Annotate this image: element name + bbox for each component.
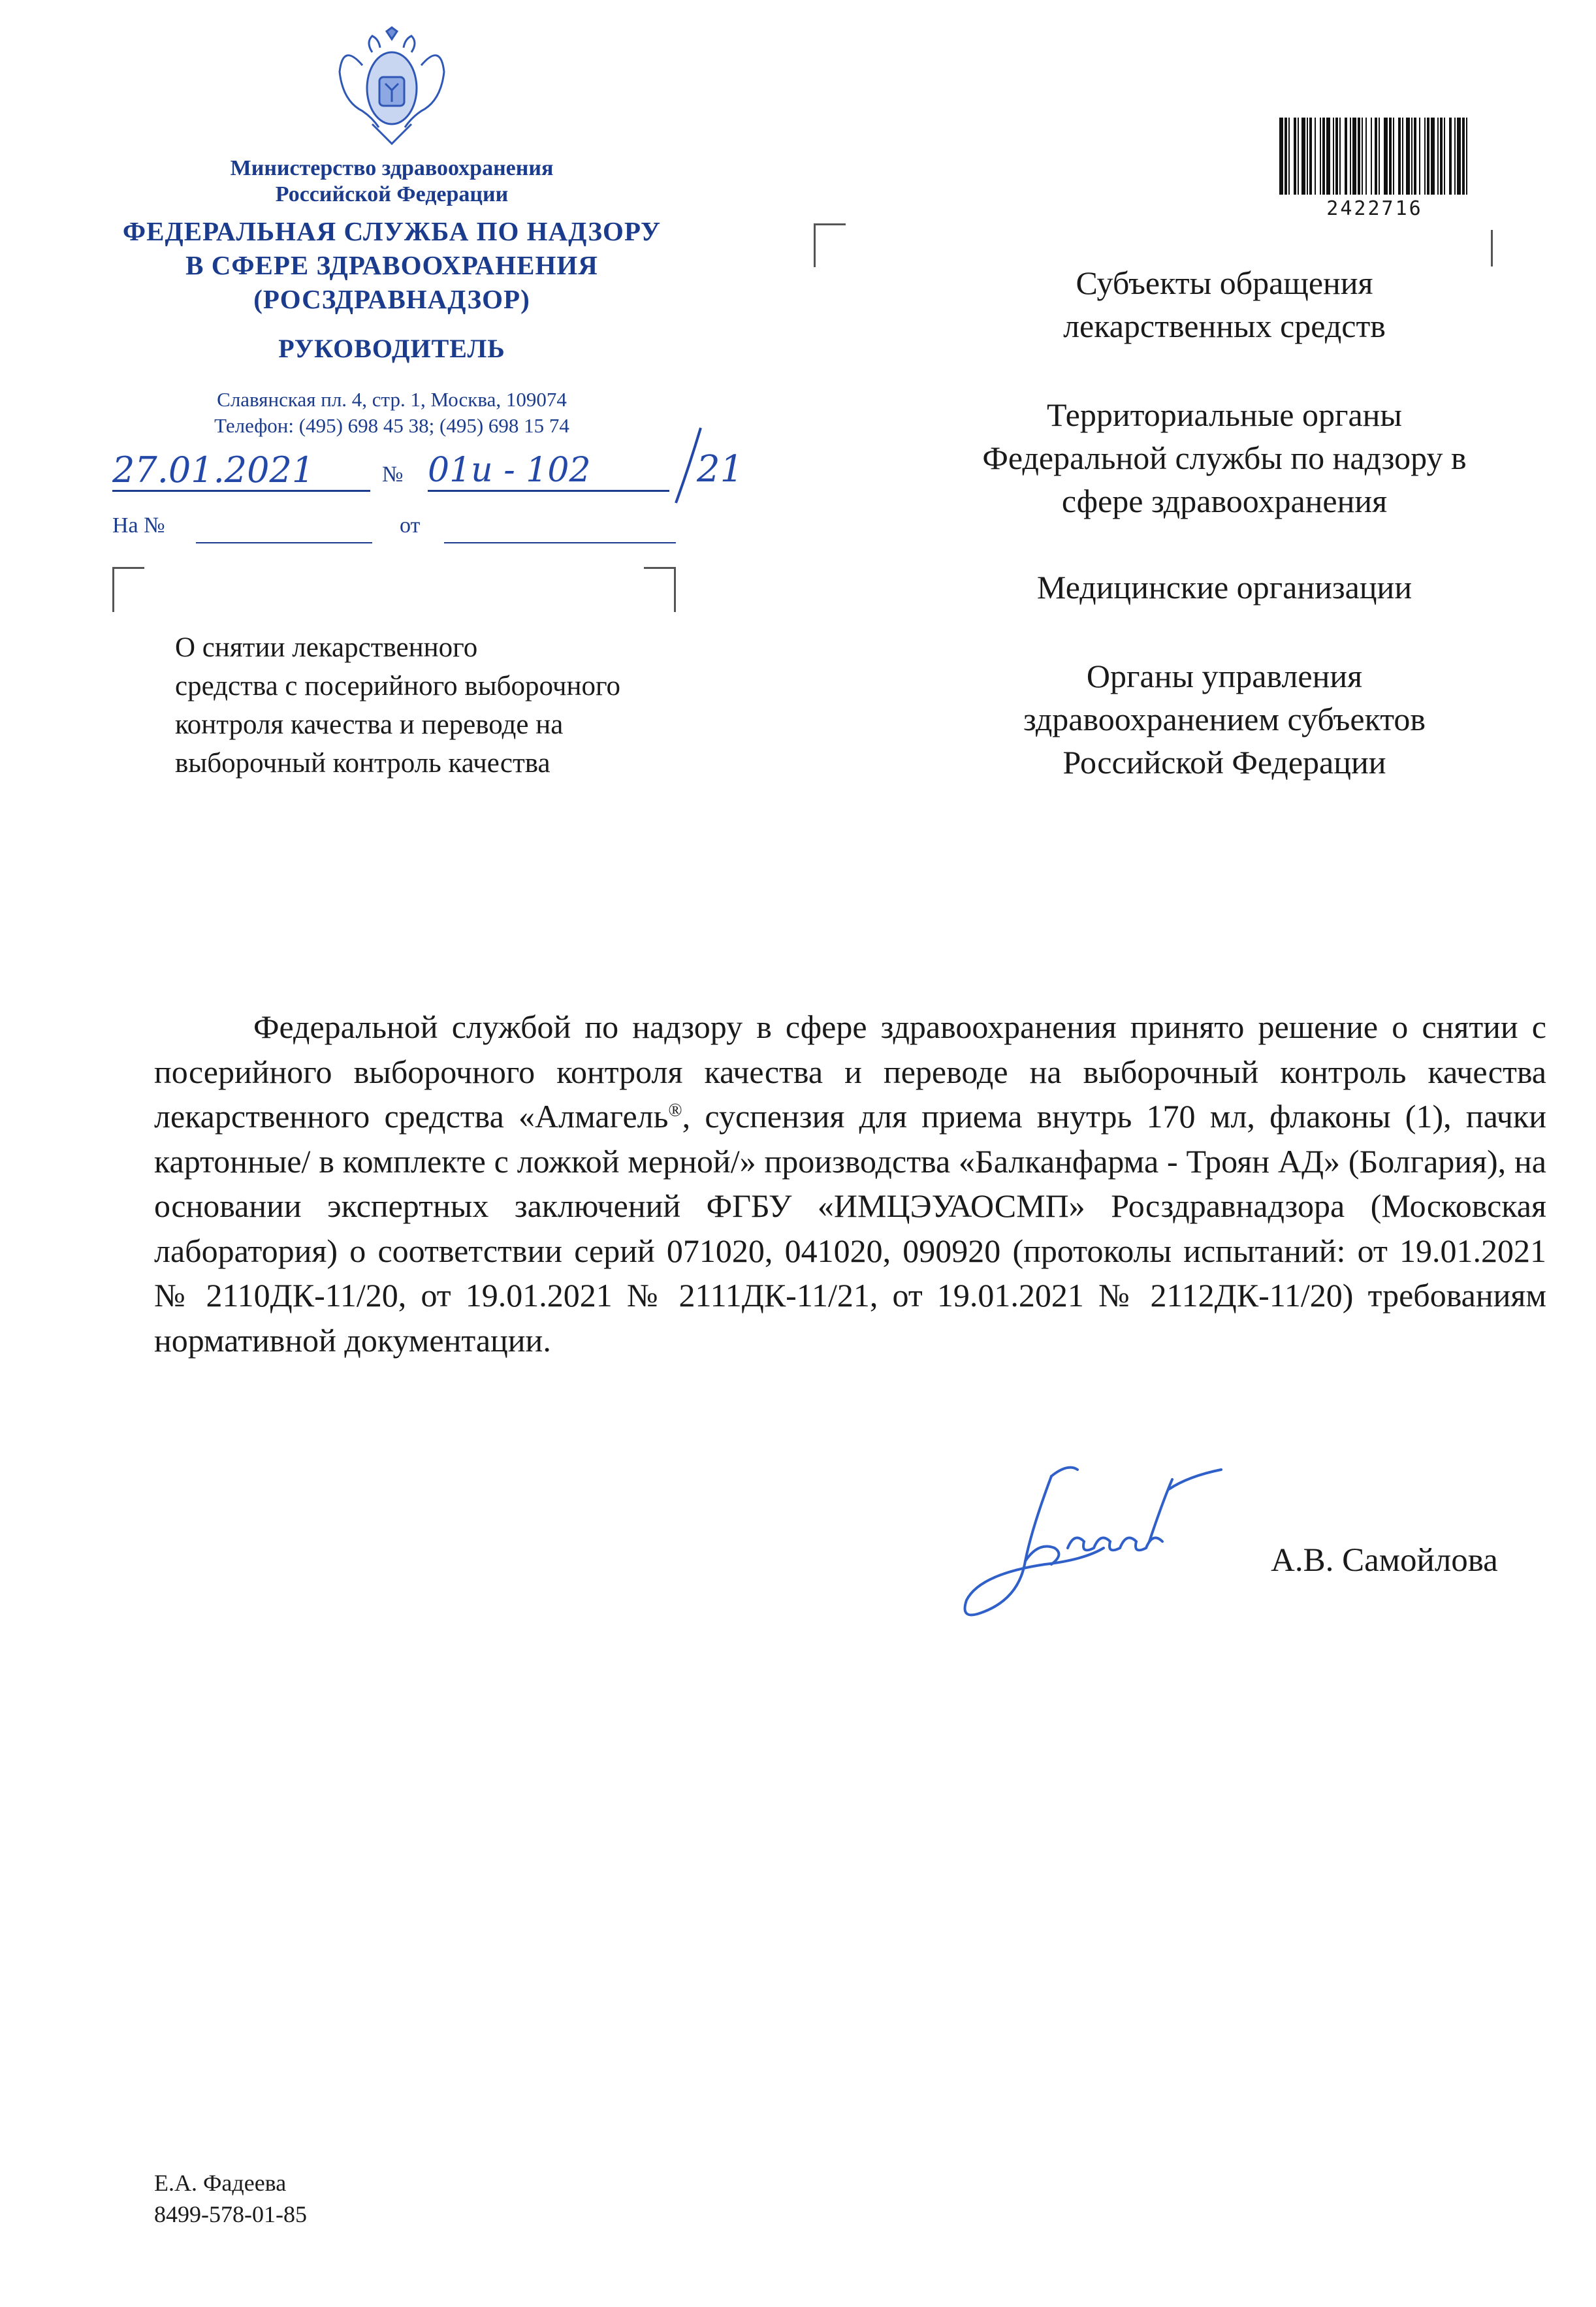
addressee-line: сфере здравоохранения	[1061, 483, 1388, 519]
barcode-bar	[1362, 118, 1363, 195]
barcode-bar	[1389, 118, 1392, 195]
subject-line: О снятии лекарственного	[175, 632, 478, 663]
sender-address	[111, 387, 673, 439]
barcode-bar	[1437, 118, 1439, 195]
executor-name: Е.А. Фадеева	[154, 2170, 287, 2196]
subject-bracket-left	[112, 567, 144, 612]
barcode-bar	[1335, 118, 1338, 195]
in-reply-date-label: от	[400, 513, 421, 538]
ministry-line-2: Российской Федерации	[275, 182, 509, 206]
addressee-block	[901, 261, 1548, 347]
subject-line: контроля качества и переводе на	[175, 709, 564, 740]
barcode-bar	[1358, 118, 1360, 195]
barcode-bar	[1315, 118, 1316, 195]
barcode-bar	[1285, 118, 1287, 195]
barcode-number: 2422716	[1326, 197, 1423, 220]
barcode-bar	[1375, 118, 1377, 195]
letter-body	[154, 1005, 1546, 1363]
addressee-line: Субъекты обращения	[1076, 265, 1373, 301]
barcode-bar	[1365, 118, 1367, 195]
barcode-bar	[1449, 118, 1452, 195]
registered-mark: ®	[668, 1100, 682, 1121]
address-line: Славянская пл. 4, стр. 1, Москва, 109074	[217, 388, 567, 411]
ministry-name	[111, 155, 673, 208]
subject-line: выборочный контроль качества	[175, 748, 551, 779]
barcode-bar	[1424, 118, 1426, 195]
subject-line: средства с посерийного выборочного	[175, 671, 621, 702]
barcode-bar	[1298, 118, 1299, 195]
body-text-part-2: , суспензия для приема внутрь 170 мл, флаконы (1), пачки картонные/ в комплекте с ложкой мерной/» производства «Балканфарма - Троян АД» (Болгария), на основании экспертных заключений ФГБУ «ИМЦЭУАОСМП» Росздравнадзора (Московская лаборатория) о соответствии серий 071020, 041020, 090920 (протоколы испытаний: от 19.01.2021 № 2110ДК-11/20, от 19.01.2021 № 2111ДК-11/21, от 19.01.2021 № 2112ДК-11/20) требованиям нормативной документации.	[154, 1098, 1546, 1359]
service-name	[85, 214, 699, 316]
addressee-bracket-left	[814, 223, 846, 267]
barcode-bar	[1371, 118, 1372, 195]
barcode-bar	[1431, 118, 1435, 195]
barcode-bar	[1345, 118, 1347, 195]
barcode-bar	[1402, 118, 1403, 195]
subject-bracket-right	[644, 567, 676, 612]
addressee-line: Медицинские организации	[1036, 569, 1412, 605]
barcode-bar	[1427, 118, 1429, 195]
barcode-bar	[1406, 118, 1410, 195]
addressee-line: лекарственных средств	[1063, 308, 1386, 344]
outgoing-number-suffix-text: 21	[697, 448, 744, 491]
barcode-bar	[1279, 118, 1283, 195]
barcode-bar	[1398, 118, 1401, 195]
barcode-bar	[1288, 118, 1290, 195]
barcode-bar	[1350, 118, 1351, 195]
russian-coat-of-arms-icon	[336, 26, 447, 150]
in-reply-number-label: На №	[112, 513, 165, 538]
barcode-bar	[1454, 118, 1456, 195]
addressee-block	[901, 393, 1548, 523]
addressee-block	[901, 566, 1548, 609]
ministry-line-1: Министерство здравоохранения	[230, 156, 554, 180]
barcode-bar	[1352, 118, 1356, 195]
barcode-bar	[1294, 118, 1296, 195]
service-line-3: (РОСЗДРАВНАДЗОР)	[253, 284, 530, 314]
executor-phone: 8499-578-01-85	[154, 2201, 307, 2227]
barcode-bar	[1326, 118, 1330, 195]
addressee-line: здравоохранением субъектов	[1023, 701, 1426, 737]
head-title: РУКОВОДИТЕЛЬ	[278, 334, 505, 363]
handwritten-signature-icon	[953, 1450, 1306, 1633]
addressee-line: Российской Федерации	[1062, 744, 1386, 781]
outgoing-number-label: №	[382, 462, 404, 487]
barcode-icon	[1277, 118, 1473, 202]
addressee-block	[901, 654, 1548, 784]
body-text-part-1: Федеральной службой по надзору в сфере здравоохранения принято решение о снятии с посерийного выборочного контроля качества и переводе на выборочный контроль качества лекарственного средства «Алмагель	[154, 1008, 1546, 1135]
barcode-bar	[1339, 118, 1341, 195]
barcode-bar	[1440, 118, 1443, 195]
barcode-bar	[1414, 118, 1416, 195]
barcode-bar	[1322, 118, 1325, 195]
addressee-line: Органы управления	[1086, 658, 1363, 694]
phone-line: Телефон: (495) 698 45 38; (495) 698 15 74	[214, 414, 569, 437]
barcode-bar	[1307, 118, 1308, 195]
barcode-bar	[1333, 118, 1334, 195]
signer-name: А.В. Самойлова	[1271, 1542, 1498, 1579]
barcode-bar	[1457, 118, 1461, 195]
outgoing-number-suffix	[669, 421, 774, 506]
barcode-bar	[1393, 118, 1394, 195]
barcode-bar	[1320, 118, 1321, 195]
barcode-bar	[1411, 118, 1412, 195]
barcode-bar	[1444, 118, 1445, 195]
service-line-1: ФЕДЕРАЛЬНАЯ СЛУЖБА ПО НАДЗОРУ	[122, 216, 662, 246]
barcode-bar	[1466, 118, 1467, 195]
executor-info	[154, 2167, 307, 2230]
barcode-bar	[1379, 118, 1380, 195]
in-reply-number-line	[196, 542, 372, 543]
addressee-line: Федеральной службы по надзору в	[982, 440, 1467, 476]
service-line-2: В СФЕРЕ ЗДРАВООХРАНЕНИЯ	[185, 250, 598, 280]
outgoing-number: 01и - 102	[428, 451, 669, 492]
barcode-bar	[1462, 118, 1465, 195]
barcode-bar	[1419, 118, 1420, 195]
in-reply-date-line	[444, 542, 676, 543]
barcode-bar	[1309, 118, 1312, 195]
addressee-line: Территориальные органы	[1046, 396, 1403, 433]
outgoing-date: 27.01.2021	[112, 451, 370, 492]
barcode-bar	[1384, 118, 1388, 195]
letter-subject	[175, 628, 750, 782]
barcode-bar	[1301, 118, 1305, 195]
